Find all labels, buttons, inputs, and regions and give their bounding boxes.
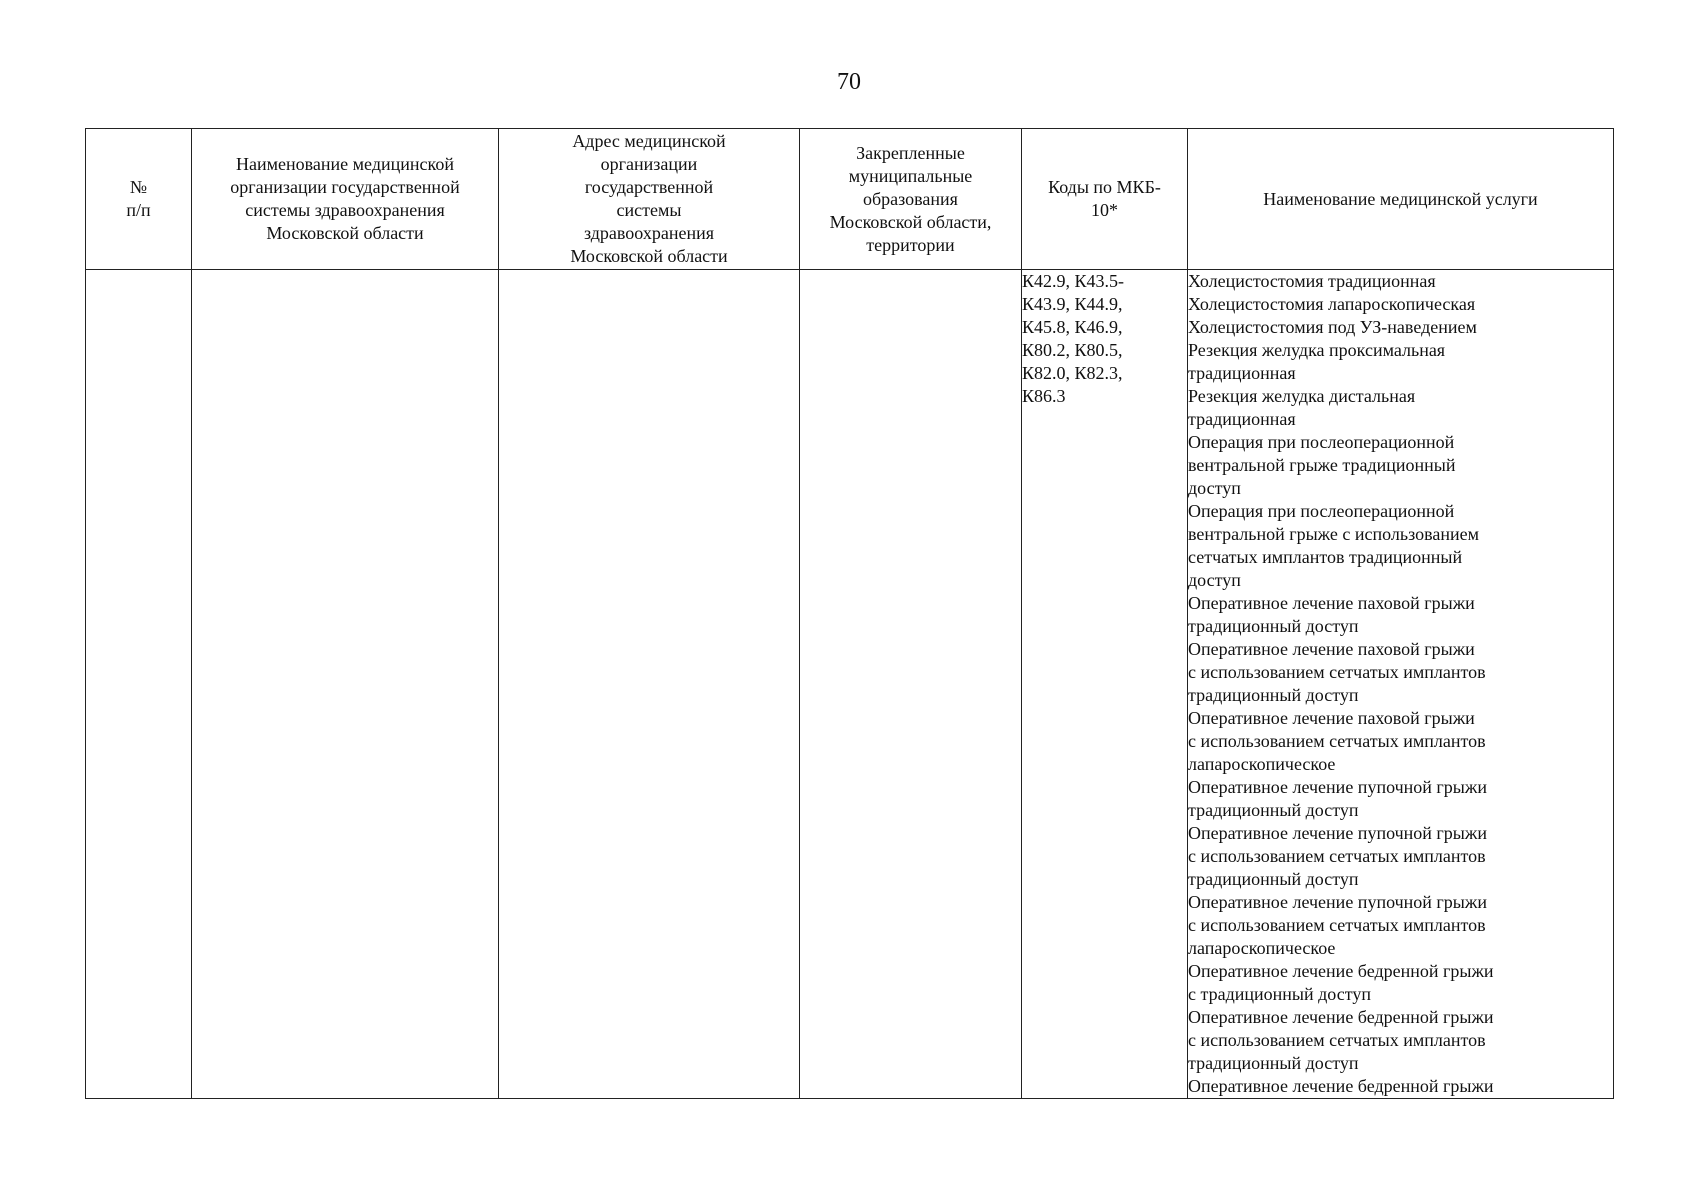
text-line: территории	[866, 234, 955, 255]
cell-organization-name	[192, 270, 499, 1099]
text-line: Холецистостомия лапароскопическая	[1188, 294, 1476, 314]
text-line: К45.8, К46.9,	[1022, 317, 1123, 337]
text-line: 10*	[1091, 200, 1118, 220]
text-line: с использованием сетчатых имплантов	[1188, 1030, 1486, 1050]
text-line: Коды по МКБ-	[1048, 177, 1161, 197]
text-line: К86.3	[1022, 386, 1066, 406]
text-line: Оперативное лечение пупочной грыжи	[1188, 823, 1487, 843]
text-line: традиционный доступ	[1188, 1053, 1359, 1073]
text-line: муниципальные	[848, 165, 973, 186]
cell-icd-codes	[1022, 270, 1188, 1099]
text-line: Оперативное лечение бедренной грыжи	[1188, 1007, 1494, 1027]
text-line: с традиционный доступ	[1188, 984, 1371, 1004]
header-organization-name	[192, 129, 499, 270]
cell-municipalities	[800, 270, 1022, 1099]
text-line: К43.9, К44.9,	[1022, 294, 1123, 314]
text-line: Операция при послеоперационной	[1188, 432, 1455, 452]
text-line: Резекция желудка дистальная	[1188, 386, 1416, 406]
text-line: традиционный доступ	[1188, 616, 1359, 636]
text-line: К42.9, К43.5-	[1022, 271, 1125, 291]
text-line: Московской области,	[829, 211, 992, 232]
text-line: лапароскопическое	[1188, 938, 1336, 958]
text-line: традиционный доступ	[1188, 800, 1359, 820]
text-line: п/п	[126, 200, 151, 220]
cell-number	[86, 270, 192, 1099]
text-line: Оперативное лечение паховой грыжи	[1188, 639, 1475, 659]
header-icd-codes	[1022, 129, 1188, 270]
text-line: Закрепленные	[856, 142, 965, 163]
text-line: вентральной грыже традиционный	[1188, 455, 1456, 475]
cell-organization-address	[499, 270, 800, 1099]
text-line: традиционная	[1188, 363, 1296, 383]
cell-service-names	[1188, 270, 1614, 1099]
header-municipalities	[800, 129, 1022, 270]
text-line: системы здравоохранения	[245, 200, 445, 220]
text-line: Адрес медицинской	[572, 131, 726, 151]
text-line: с использованием сетчатых имплантов	[1188, 846, 1486, 866]
text-line: с использованием сетчатых имплантов	[1188, 915, 1486, 935]
text-line: с использованием сетчатых имплантов	[1188, 662, 1486, 682]
text-line: доступ	[1188, 570, 1241, 590]
header-number	[86, 129, 192, 270]
text-line: Оперативное лечение паховой грыжи	[1188, 593, 1475, 613]
header-row	[86, 129, 1614, 270]
text-line: традиционный доступ	[1188, 685, 1359, 705]
text-line: Оперативное лечение пупочной грыжи	[1188, 777, 1487, 797]
text-line: организации государственной	[230, 177, 460, 197]
text-line: Оперативное лечение паховой грыжи	[1188, 708, 1475, 728]
text-line: традиционный доступ	[1188, 869, 1359, 889]
text-line: государственной	[584, 177, 714, 197]
header-organization-address	[499, 129, 800, 270]
text-line: Операция при послеоперационной	[1188, 501, 1455, 521]
text-line: К82.0, К82.3,	[1022, 363, 1123, 383]
medical-services-table	[85, 128, 1614, 1099]
page-number: 70	[837, 69, 861, 95]
text-line: №	[129, 177, 148, 197]
text-line: системы	[616, 200, 682, 220]
text-line: Московской области	[266, 223, 424, 243]
text-line: вентральной грыже с использованием	[1188, 524, 1479, 544]
text-line: Холецистостомия под УЗ-наведением	[1188, 317, 1477, 337]
text-line: традиционная	[1188, 409, 1296, 429]
text-line: Оперативное лечение бедренной грыжи	[1188, 1076, 1494, 1096]
header-service-name	[1188, 129, 1614, 270]
text-line: здравоохранения	[583, 223, 715, 243]
text-line: Наименование медицинской услуги	[1263, 188, 1538, 209]
text-line: организации	[600, 154, 698, 174]
text-line: Московской области	[570, 246, 728, 266]
text-line: Оперативное лечение бедренной грыжи	[1188, 961, 1494, 981]
table-row	[86, 270, 1614, 1099]
text-line: Резекция желудка проксимальная	[1188, 340, 1446, 360]
text-line: доступ	[1188, 478, 1241, 498]
text-line: Холецистостомия традиционная	[1188, 271, 1436, 291]
text-line: лапароскопическое	[1188, 754, 1336, 774]
text-line: К80.2, К80.5,	[1022, 340, 1123, 360]
text-line: Наименование медицинской	[236, 154, 454, 174]
text-line: с использованием сетчатых имплантов	[1188, 731, 1486, 751]
text-line: Оперативное лечение пупочной грыжи	[1188, 892, 1487, 912]
text-line: образования	[863, 188, 958, 209]
text-line: сетчатых имплантов традиционный	[1188, 547, 1463, 567]
